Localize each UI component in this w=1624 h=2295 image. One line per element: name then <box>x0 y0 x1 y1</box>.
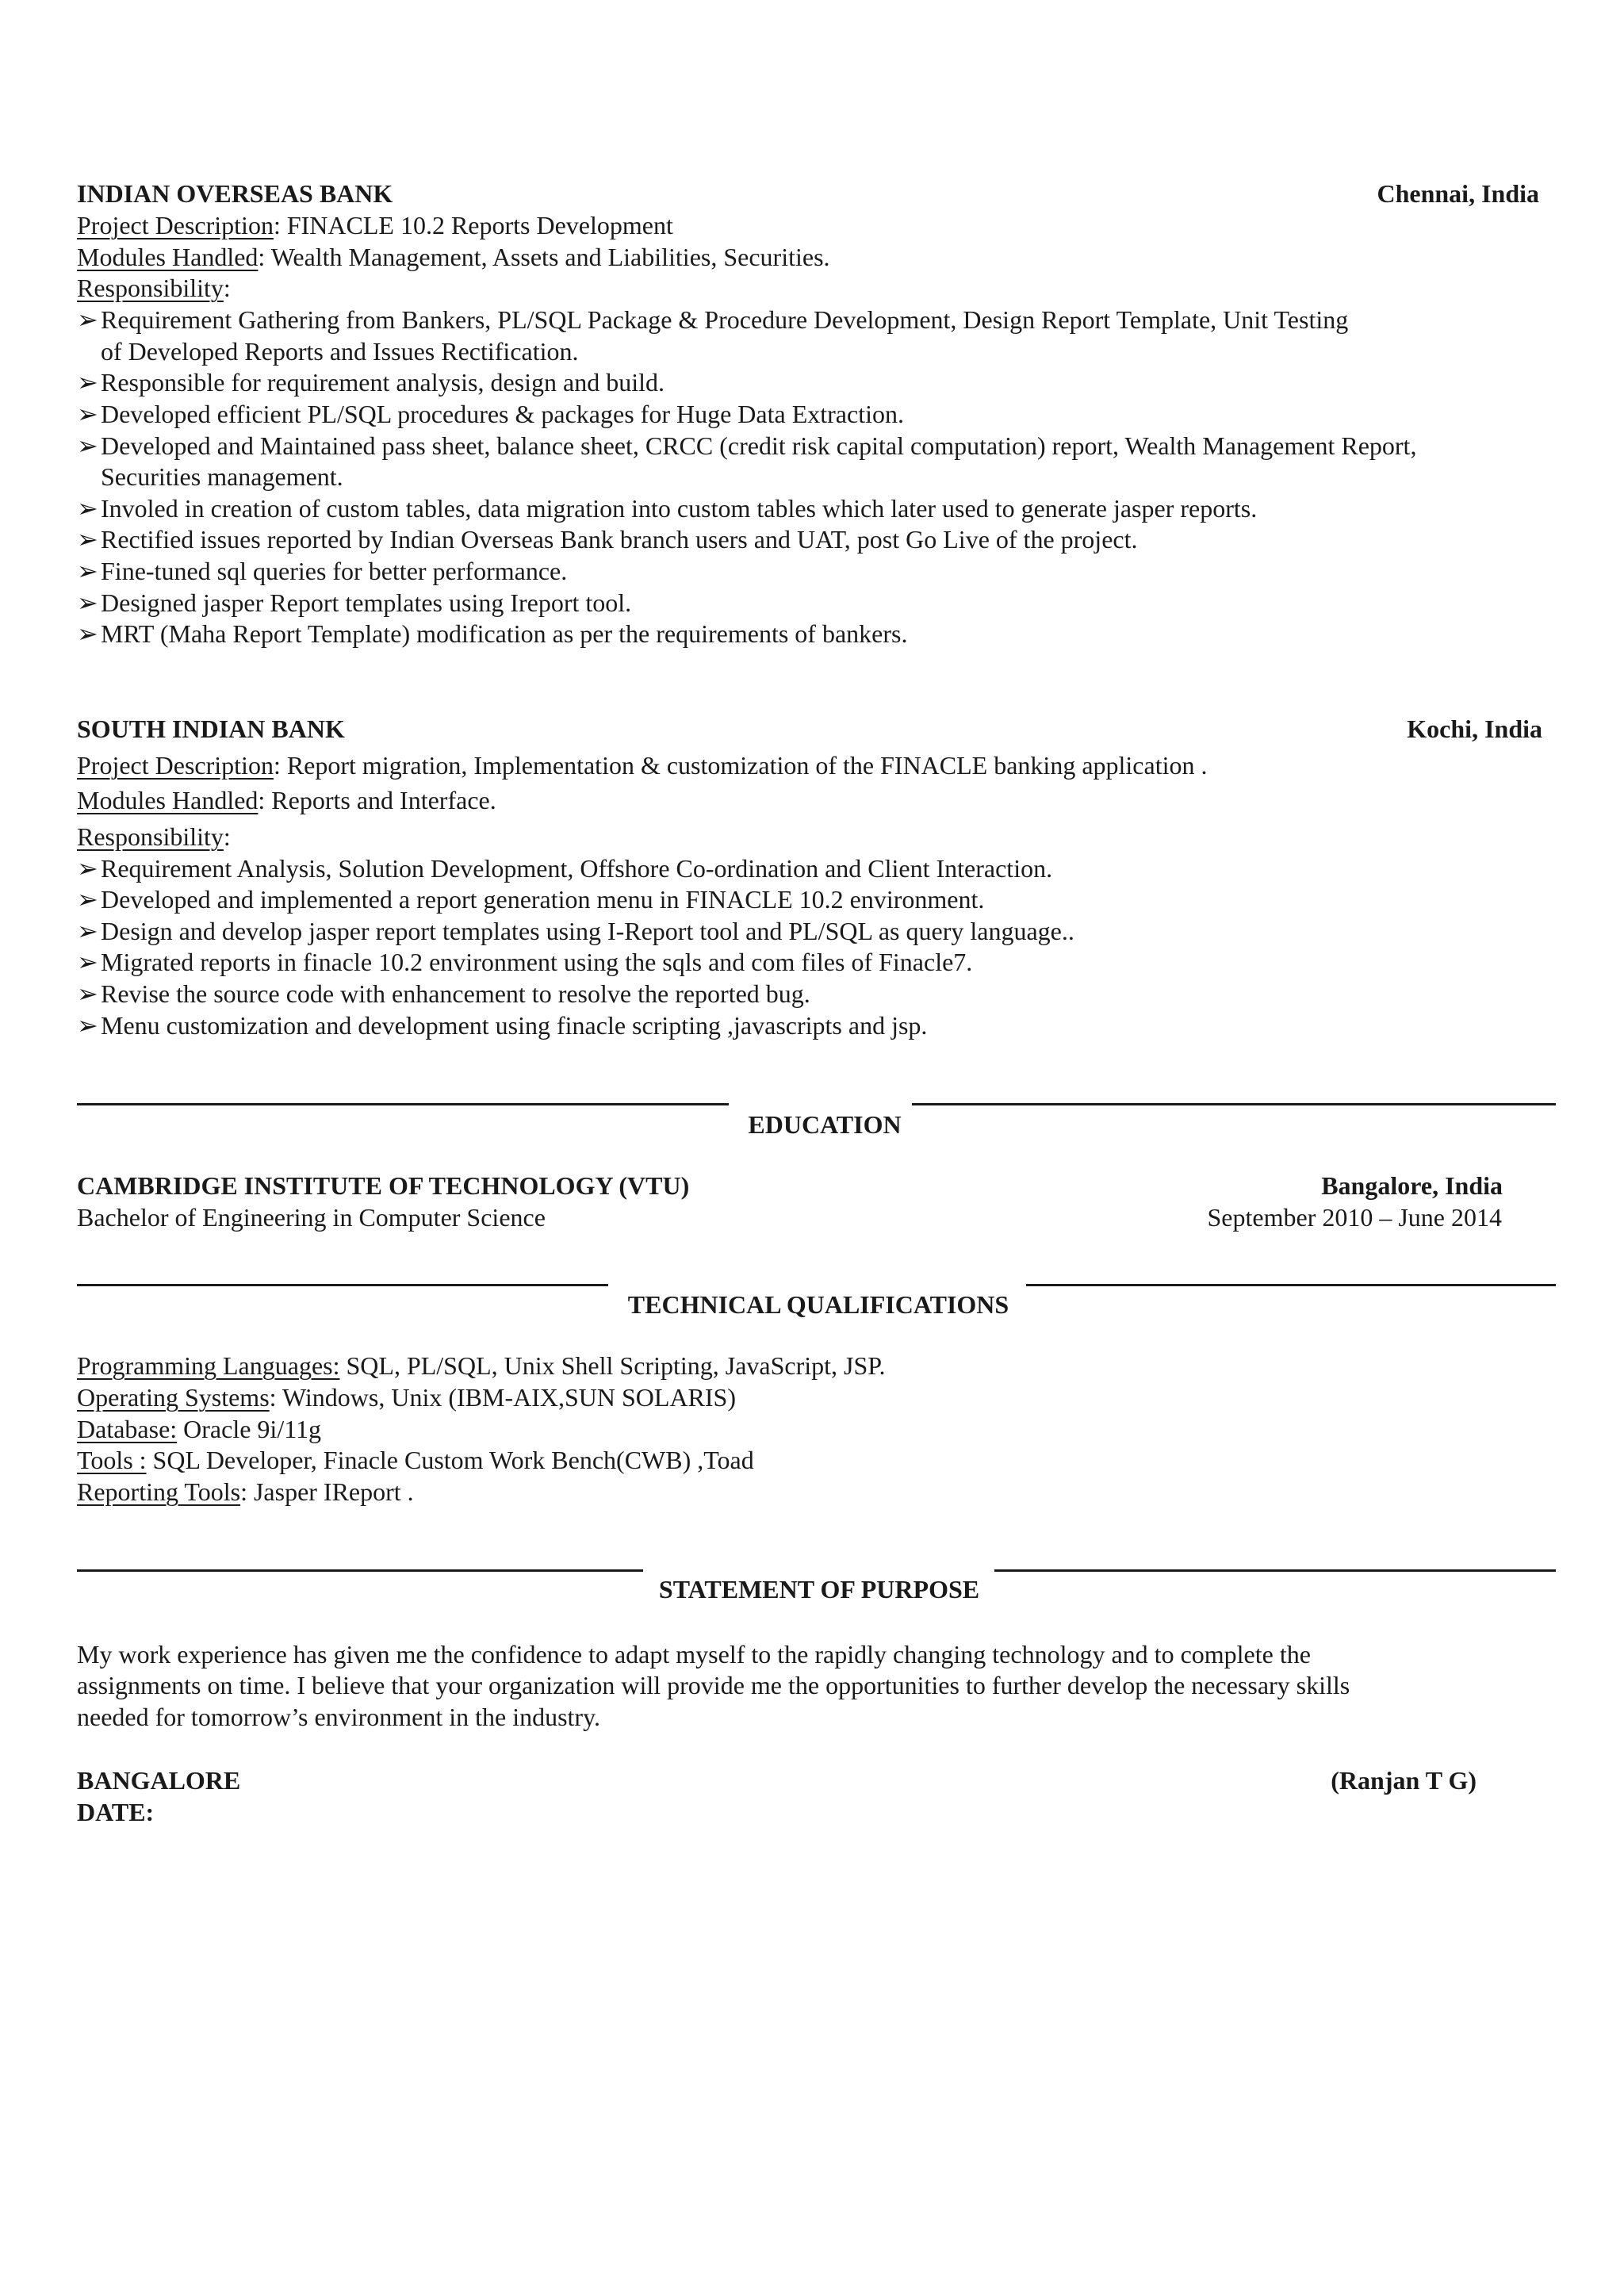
sib-resp-colon: : <box>223 822 231 851</box>
list-item-continuation: of Developed Reports and Issues Rectification. <box>101 337 579 366</box>
footer-place-row <box>77 1765 1536 1796</box>
arrow-bullet-icon: ➢ <box>77 557 98 585</box>
sib-location: Kochi, India <box>1407 715 1542 743</box>
tech-reporting <box>77 1477 1536 1508</box>
iob-resp-label: Responsibility <box>77 274 224 302</box>
iob-project-label: Project Description <box>77 211 274 239</box>
list-item-text: Requirement Gathering from Bankers, PL/SQL Package & Procedure Development, Design Report Template, Unit Testing <box>101 305 1349 334</box>
arrow-bullet-icon: ➢ <box>77 948 98 976</box>
iob-project <box>77 210 1536 241</box>
list-item-text: Developed and Maintained pass sheet, balance sheet, CRCC (credit risk capital computation) report, Wealth Management Report, <box>101 431 1417 460</box>
tech-database-value: Oracle 9i/11g <box>177 1415 322 1443</box>
tech-os <box>77 1382 1536 1413</box>
sib-responsibility <box>77 822 1536 852</box>
list-item-text: Designed jasper Report templates using Ireport tool. <box>101 588 632 617</box>
arrow-bullet-icon: ➢ <box>77 431 98 460</box>
iob-header <box>77 178 1539 209</box>
tech-reporting-label: Reporting Tools <box>77 1477 241 1506</box>
iob-resp-colon: : <box>223 274 231 302</box>
sib-resp-label: Responsibility <box>77 822 224 851</box>
arrow-bullet-icon: ➢ <box>77 979 98 1008</box>
arrow-bullet-icon: ➢ <box>77 494 98 523</box>
list-item-text: Design and develop jasper report templates using I-Report tool and PL/SQL as query language.. <box>101 917 1074 945</box>
iob-location: Chennai, India <box>1377 179 1539 208</box>
iob-modules-label: Modules Handled <box>77 243 259 271</box>
sib-header <box>77 714 1542 745</box>
section-rule-left <box>77 1103 729 1105</box>
footer-place: BANGALORE <box>77 1766 241 1795</box>
sib-project-value: : Report migration, Implementation & customization of the FINACLE banking application . <box>273 751 1208 780</box>
sib-modules-label: Modules Handled <box>77 786 259 814</box>
tech-languages <box>77 1351 1536 1381</box>
education-period: September 2010 – June 2014 <box>1207 1203 1502 1232</box>
purpose-line: assignments on time. I believe that your organization will provide me the opportunities to further develop the necessary skills <box>77 1671 1350 1699</box>
list-item-text: Migrated reports in finacle 10.2 environment using the sqls and com files of Finacle7. <box>101 948 973 976</box>
arrow-bullet-icon: ➢ <box>77 588 98 617</box>
section-rule-right <box>1026 1284 1556 1286</box>
purpose-heading: STATEMENT OF PURPOSE <box>658 1575 980 1603</box>
section-rule-right <box>994 1569 1556 1572</box>
list-item-text: MRT (Maha Report Template) modification as per the requirements of bankers. <box>101 619 908 648</box>
list-item-text: Responsible for requirement analysis, design and build. <box>101 368 665 397</box>
arrow-bullet-icon: ➢ <box>77 305 98 334</box>
arrow-bullet-icon: ➢ <box>77 917 98 945</box>
list-item-continuation: Securities management. <box>101 462 343 491</box>
section-rule-left <box>77 1569 643 1572</box>
list-item-text: Menu customization and development using finacle scripting ,javascripts and jsp. <box>101 1011 928 1040</box>
iob-bank-name: INDIAN OVERSEAS BANK <box>77 179 393 208</box>
education-location: Bangalore, India <box>1321 1171 1503 1200</box>
purpose-line: needed for tomorrow’s environment in the industry. <box>77 1703 600 1731</box>
arrow-bullet-icon: ➢ <box>77 1011 98 1040</box>
section-rule-right <box>912 1103 1556 1105</box>
education-institute: CAMBRIDGE INSTITUTE OF TECHNOLOGY (VTU) <box>77 1171 690 1200</box>
iob-responsibility <box>77 273 1536 304</box>
tech-tools-value: SQL Developer, Finacle Custom Work Bench(CWB) ,Toad <box>146 1446 754 1474</box>
section-rule-left <box>77 1284 608 1286</box>
education-degree: Bachelor of Engineering in Computer Science <box>77 1203 546 1232</box>
tech-tools-label: Tools : <box>77 1446 147 1474</box>
tech-os-label: Operating Systems <box>77 1383 270 1412</box>
tech-tools <box>77 1445 1536 1476</box>
list-item-text: Involed in creation of custom tables, data migration into custom tables which later used to generate jasper reports. <box>101 494 1258 523</box>
tech-database <box>77 1414 1536 1445</box>
arrow-bullet-icon: ➢ <box>77 885 98 914</box>
list-item-text: Rectified issues reported by Indian Overseas Bank branch users and UAT, post Go Live of the project. <box>101 525 1138 554</box>
education-degree-row <box>77 1202 1536 1233</box>
sib-modules <box>77 785 1536 816</box>
sib-project-label: Project Description <box>77 751 274 780</box>
iob-project-value: : FINACLE 10.2 Reports Development <box>273 211 673 239</box>
iob-modules-value: : Wealth Management, Assets and Liabilities, Securities. <box>258 243 830 271</box>
tech-reporting-value: : Jasper IReport . <box>240 1477 414 1506</box>
arrow-bullet-icon: ➢ <box>77 368 98 397</box>
list-item-text: Revise the source code with enhancement to resolve the reported bug. <box>101 979 810 1008</box>
iob-modules <box>77 242 1536 273</box>
tech-languages-value: SQL, PL/SQL, Unix Shell Scripting, JavaScript, JSP. <box>339 1351 886 1380</box>
tech-languages-label: Programming Languages: <box>77 1351 340 1380</box>
education-heading: EDUCATION <box>748 1110 902 1139</box>
arrow-bullet-icon: ➢ <box>77 400 98 428</box>
list-item-text: Developed and implemented a report generation menu in FINACLE 10.2 environment. <box>101 885 985 914</box>
arrow-bullet-icon: ➢ <box>77 525 98 554</box>
sib-project <box>77 750 1536 781</box>
arrow-bullet-icon: ➢ <box>77 854 98 883</box>
list-item-text: Requirement Analysis, Solution Development, Offshore Co-ordination and Client Interaction. <box>101 854 1053 883</box>
tech-database-label: Database: <box>77 1415 178 1443</box>
technical-heading: TECHNICAL QUALIFICATIONS <box>627 1290 1009 1319</box>
footer-date: DATE: <box>77 1798 155 1826</box>
sib-bank-name: SOUTH INDIAN BANK <box>77 715 345 743</box>
sib-modules-value: : Reports and Interface. <box>258 786 496 814</box>
list-item-text: Developed efficient PL/SQL procedures & packages for Huge Data Extraction. <box>101 400 904 428</box>
footer-name: (Ranjan T G) <box>1331 1766 1477 1795</box>
tech-os-value: : Windows, Unix (IBM-AIX,SUN SOLARIS) <box>269 1383 736 1412</box>
education-institute-row <box>77 1170 1536 1201</box>
purpose-line: My work experience has given me the confidence to adapt myself to the rapidly changing technology and to complete the <box>77 1640 1311 1669</box>
list-item-text: Fine-tuned sql queries for better performance. <box>101 557 568 585</box>
arrow-bullet-icon: ➢ <box>77 619 98 648</box>
